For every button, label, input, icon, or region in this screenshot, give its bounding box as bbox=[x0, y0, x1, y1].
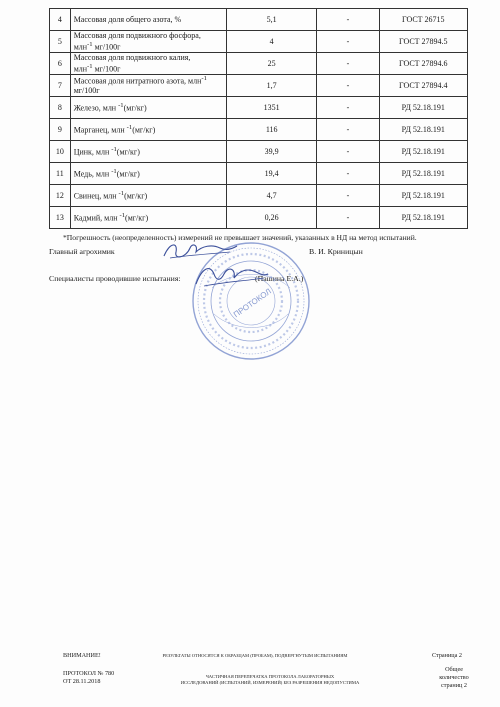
row-number: 6 bbox=[50, 53, 71, 75]
result-value: 5,1 bbox=[226, 9, 316, 31]
method-reference: ГОСТ 27894.5 bbox=[379, 31, 467, 53]
method-reference: РД 52.18.191 bbox=[379, 97, 467, 119]
row-number: 7 bbox=[50, 75, 71, 97]
norm-value: - bbox=[317, 53, 379, 75]
method-reference: РД 52.18.191 bbox=[379, 207, 467, 229]
page-number: Страница 2 bbox=[432, 652, 462, 659]
chief-title: Главный агрохимик bbox=[49, 247, 115, 256]
reprint-warning: ЧАСТИЧНАЯ ПЕРЕПЕЧАТКА ПРОТОКОЛА ЛАБОРАТОРНЫХ ИССЛЕДОВАНИЙ (ИСПЫТАНИЙ, ИЗМЕРЕНИЙ) БЕЗ РАЗРЕШЕНИЯ НЕДОПУСТИМА bbox=[180, 674, 360, 685]
table-row bbox=[50, 75, 468, 97]
method-reference: РД 52.18.191 bbox=[379, 185, 467, 207]
uncertainty-note: *Погрешность (неопределенность) измерений не превышает значений, указанных в НД на метод испытаний. bbox=[63, 233, 417, 242]
chief-signature bbox=[160, 238, 240, 264]
method-reference: РД 52.18.191 bbox=[379, 119, 467, 141]
result-value: 0,26 bbox=[226, 207, 316, 229]
result-value: 4 bbox=[226, 31, 316, 53]
protocol-number: ПРОТОКОЛ № 780 bbox=[63, 670, 115, 677]
stamp-word: ПРОТОКОЛ bbox=[231, 286, 273, 320]
parameter-name: Кадмий, млн $^{-1}$(мг/кг) bbox=[70, 207, 226, 229]
method-reference: ГОСТ 26715 bbox=[379, 9, 467, 31]
norm-value: - bbox=[317, 97, 379, 119]
results-table bbox=[49, 8, 468, 229]
chief-name: В. И. Криницын bbox=[309, 247, 363, 256]
table-row bbox=[50, 31, 468, 53]
result-value: 1351 bbox=[226, 97, 316, 119]
result-value: 116 bbox=[226, 119, 316, 141]
result-value: 4,7 bbox=[226, 185, 316, 207]
norm-value: - bbox=[317, 207, 379, 229]
table-row bbox=[50, 119, 468, 141]
parameter-name: Марганец, млн $^{-1}$(мг/кг) bbox=[70, 119, 226, 141]
attention-label: ВНИМАНИЕ! bbox=[63, 652, 101, 659]
row-number: 10 bbox=[50, 141, 71, 163]
result-value: 1,7 bbox=[226, 75, 316, 97]
row-number: 4 bbox=[50, 9, 71, 31]
norm-value: - bbox=[317, 119, 379, 141]
norm-value: - bbox=[317, 185, 379, 207]
row-number: 8 bbox=[50, 97, 71, 119]
norm-value: - bbox=[317, 31, 379, 53]
parameter-name: Свинец, млн $^{-1}$(мг/кг) bbox=[70, 185, 226, 207]
row-number: 9 bbox=[50, 119, 71, 141]
table-row bbox=[50, 207, 468, 229]
table-row bbox=[50, 163, 468, 185]
norm-value: - bbox=[317, 75, 379, 97]
norm-value: - bbox=[317, 163, 379, 185]
parameter-name: Массовая доля подвижного фосфора, млн$^{-1}$ мг/100г bbox=[70, 31, 226, 53]
norm-value: - bbox=[317, 141, 379, 163]
row-number: 12 bbox=[50, 185, 71, 207]
result-value: 19,4 bbox=[226, 163, 316, 185]
method-reference: РД 52.18.191 bbox=[379, 163, 467, 185]
parameter-name: Массовая доля нитратного азота, млн$^{-1}$ мг/100г bbox=[70, 75, 226, 97]
result-value: 25 bbox=[226, 53, 316, 75]
table-row bbox=[50, 141, 468, 163]
parameter-name: Массовая доля подвижного калия, млн$^{-1}$ мг/100г bbox=[70, 53, 226, 75]
specialists-label: Специалисты проводившие испытания: bbox=[49, 274, 181, 283]
row-number: 11 bbox=[50, 163, 71, 185]
parameter-name: Цинк, млн $^{-1}$(мг/кг) bbox=[70, 141, 226, 163]
total-pages: Общее количество страниц 2 bbox=[439, 666, 469, 689]
parameter-name: Массовая доля общего азота, % bbox=[70, 9, 226, 31]
method-reference: ГОСТ 27894.4 bbox=[379, 75, 467, 97]
result-value: 39,9 bbox=[226, 141, 316, 163]
specialist-signature bbox=[190, 262, 270, 292]
table-row bbox=[50, 185, 468, 207]
norm-value: - bbox=[317, 9, 379, 31]
table-row bbox=[50, 97, 468, 119]
row-number: 5 bbox=[50, 31, 71, 53]
method-reference: РД 52.18.191 bbox=[379, 141, 467, 163]
protocol-date: ОТ 28.11.2018 bbox=[63, 678, 101, 685]
parameter-name: Железо, млн $^{-1}$(мг/кг) bbox=[70, 97, 226, 119]
row-number: 13 bbox=[50, 207, 71, 229]
specialist-name: (Пашина Е.А.) bbox=[255, 274, 304, 283]
table-row bbox=[50, 9, 468, 31]
results-note: РЕЗУЛЬТАТЫ ОТНОСЯТСЯ К ОБРАЗЦАМ (ПРОБАМ), ПОДВЕРГНУТЫМ ИСПЫТАНИЯМ bbox=[162, 653, 348, 658]
parameter-name: Медь, млн $^{-1}$(мг/кг) bbox=[70, 163, 226, 185]
table-row bbox=[50, 53, 468, 75]
method-reference: ГОСТ 27894.6 bbox=[379, 53, 467, 75]
